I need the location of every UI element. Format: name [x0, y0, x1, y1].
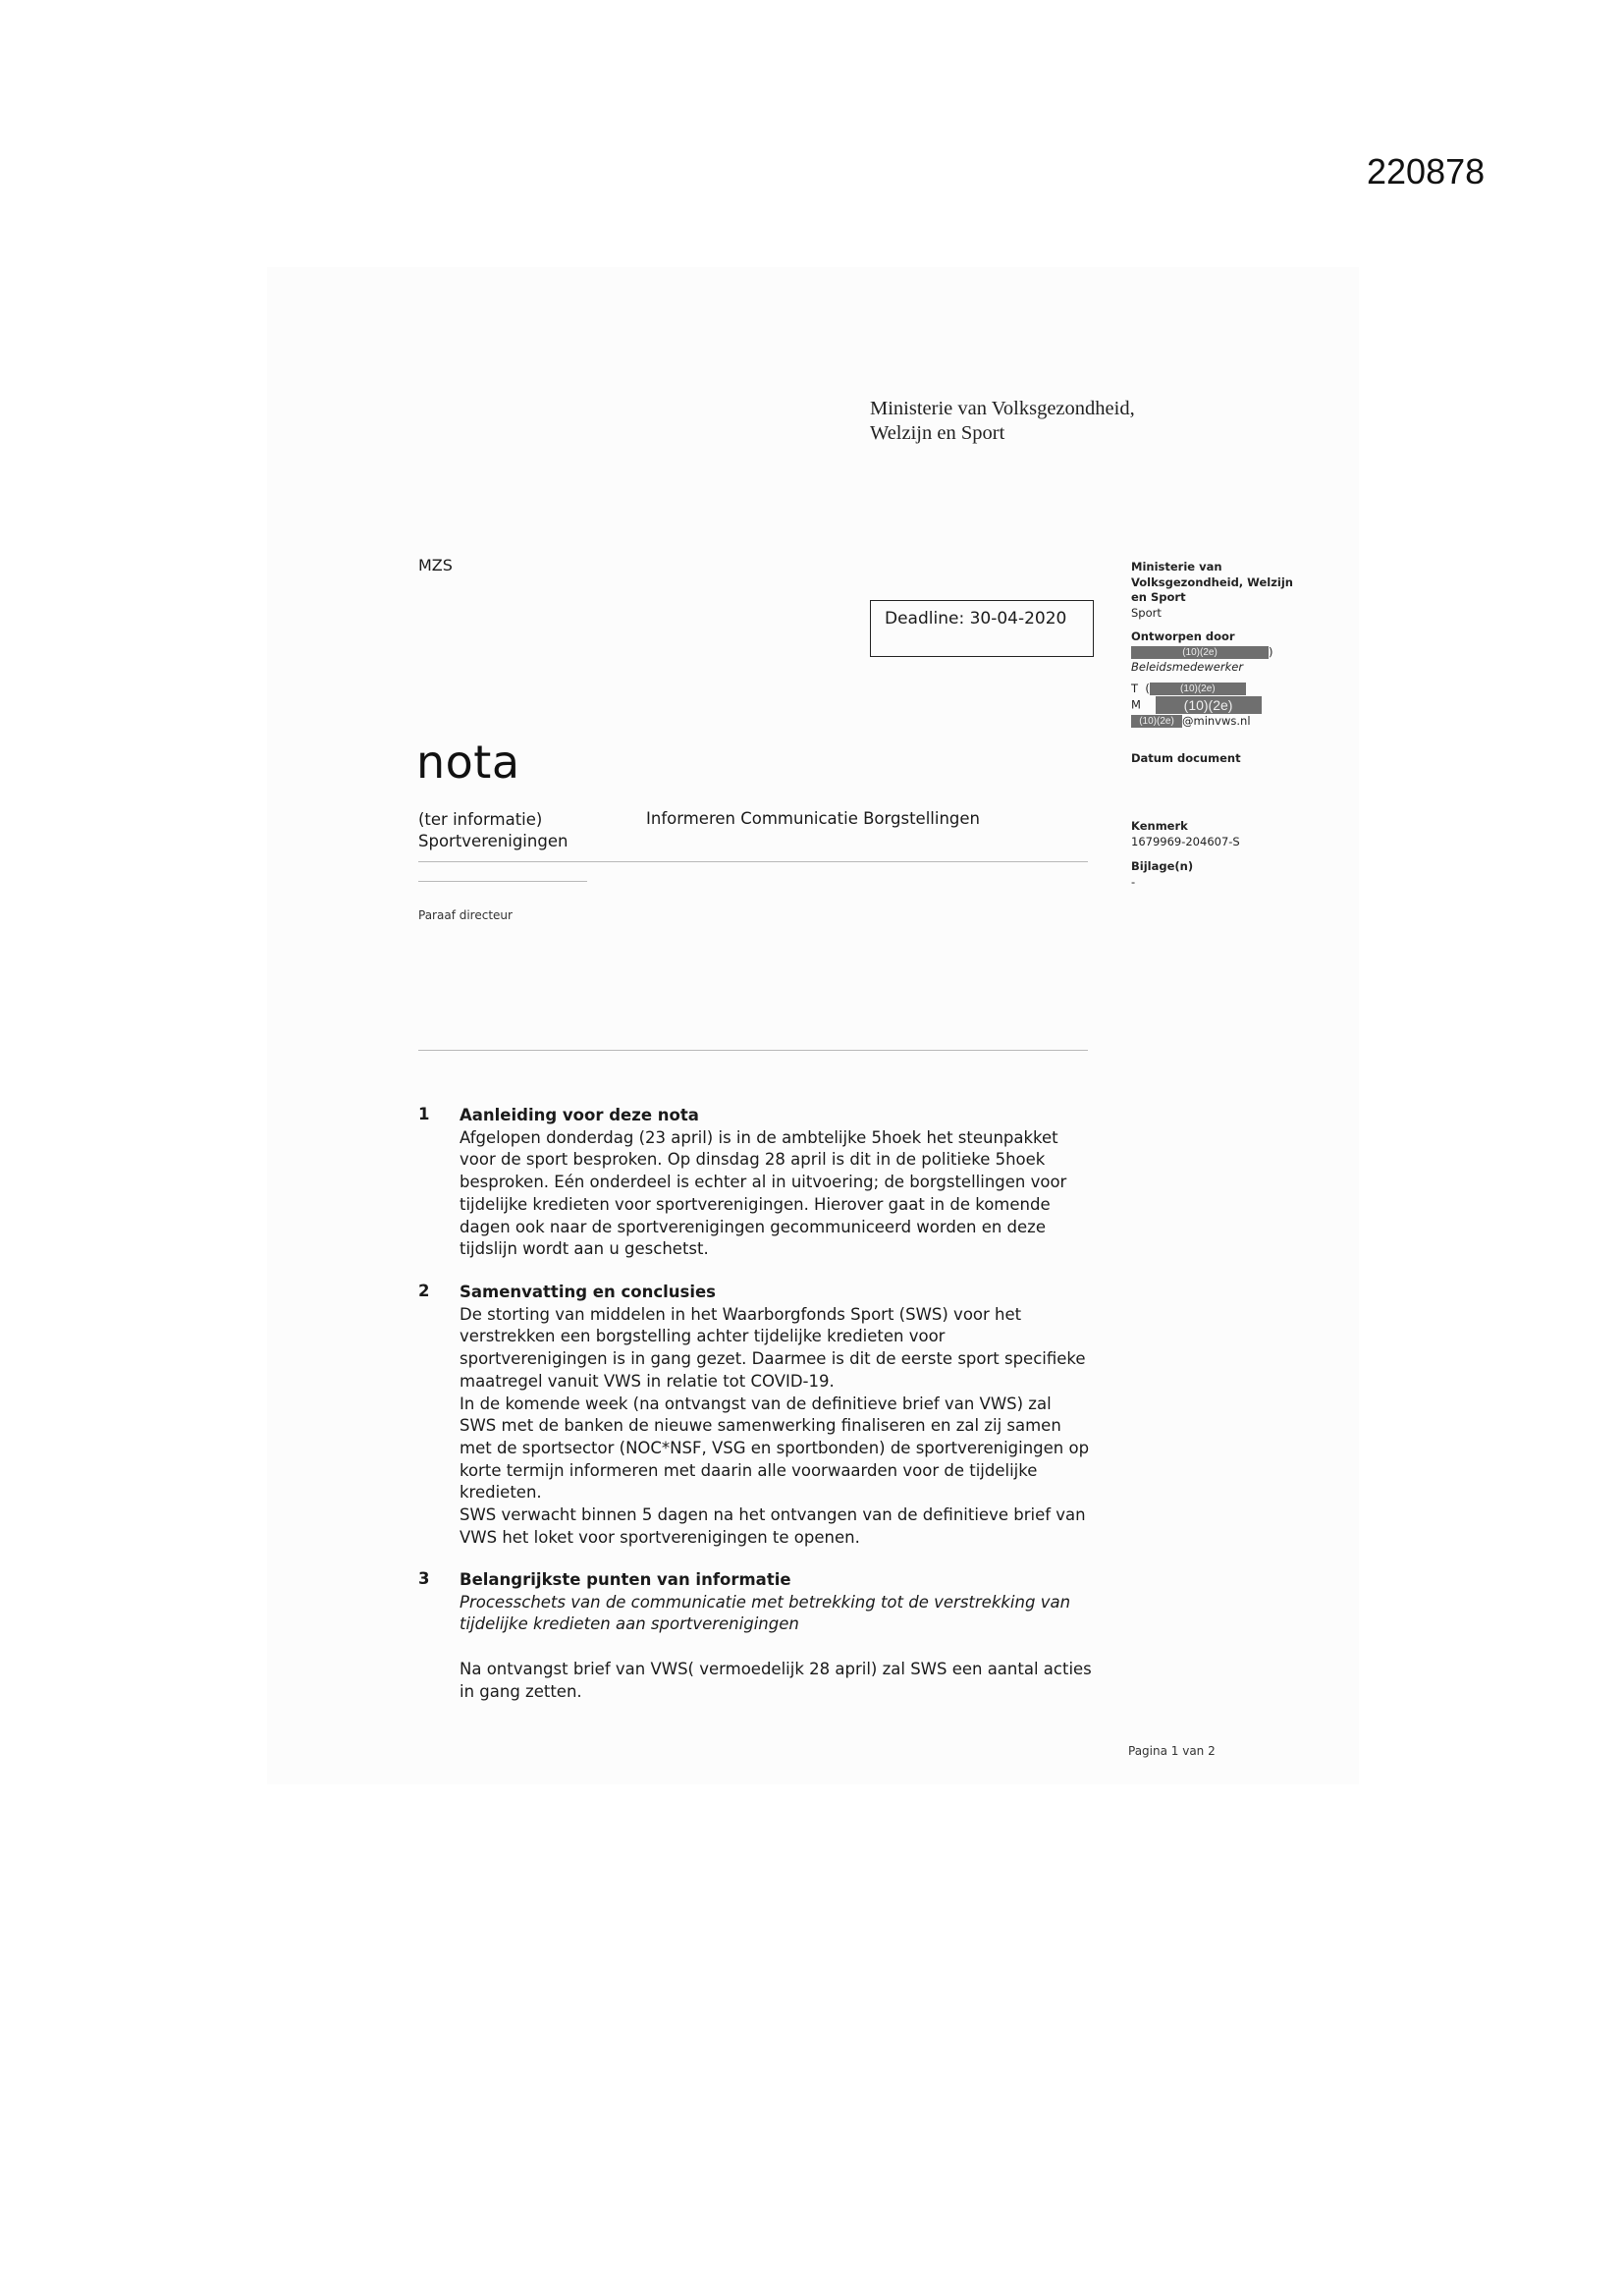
- document-title: nota: [416, 736, 520, 789]
- section-line: Na ontvangst brief van VWS( vermoedelijk 28 april) zal SWS een aantal acties: [460, 1659, 1092, 1678]
- sidebar-org-line: Ministerie van: [1131, 560, 1222, 574]
- section-line: SWS verwacht binnen 5 dagen na het ontvangen van de definitieve brief van: [460, 1505, 1086, 1525]
- divider: [418, 861, 1088, 862]
- email-suffix: @minvws.nl: [1182, 714, 1251, 728]
- designed-by-label: Ontworpen door: [1131, 629, 1235, 643]
- section-line: besproken. Eén onderdeel is echter al in uitvoering; de borgstellingen voor: [460, 1173, 1067, 1192]
- section-line: tijdelijke kredieten voor sportverenigingen. Hierover gaat in de komende: [460, 1194, 1051, 1214]
- document-page: [267, 267, 1359, 1784]
- phone-t-row: T ( (10)(2e): [1131, 682, 1327, 697]
- ministry-logo: [870, 397, 1135, 446]
- section-line: SWS met de banken de nieuwe samenwerking finaliseren en zal zij samen: [460, 1416, 1061, 1436]
- page-number: Pagina 1 van 2: [1128, 1744, 1216, 1758]
- sidebar-org-line: Volksgezondheid, Welzijn: [1131, 574, 1293, 589]
- section-subheading-line: tijdelijke kredieten aan sportverenigingen: [460, 1614, 799, 1634]
- department-label: MZS: [418, 556, 453, 574]
- section-samenvatting: [460, 1282, 1127, 1549]
- divider: [418, 1050, 1088, 1051]
- phone-m-label: M: [1131, 697, 1141, 712]
- deadline-box: Deadline: 30-04-2020: [870, 600, 1094, 657]
- phone-t-label: T: [1131, 681, 1139, 695]
- section-line: In de komende week (na ontvangst van de definitieve brief van VWS) zal: [460, 1394, 1052, 1413]
- section-heading: Samenvatting en conclusies: [460, 1283, 716, 1301]
- designed-by-role: Beleidsmedewerker: [1131, 660, 1244, 674]
- designed-by-name: (10)(2e) ): [1131, 645, 1327, 661]
- document-number: 220878: [1367, 151, 1486, 191]
- paraaf-line: [418, 881, 587, 882]
- section-number: 1: [418, 1105, 430, 1123]
- sidebar-org-dept: Sport: [1131, 605, 1162, 620]
- redaction-block: (10)(2e): [1131, 715, 1182, 728]
- redaction-block: (10)(2e): [1150, 683, 1246, 695]
- section-aanleiding: [460, 1105, 1127, 1261]
- section-line: Afgelopen donderdag (23 april) is in de ambtelijke 5hoek het steunpakket: [460, 1127, 1058, 1147]
- section-line: korte termijn informeren met daarin alle voorwaarden voor de tijdelijke: [460, 1460, 1038, 1480]
- section-line: in gang zetten.: [460, 1681, 582, 1701]
- phone-m-row: [1131, 696, 1327, 714]
- section-subheading-line: Processchets van de communicatie met betrekking tot de verstrekking van: [460, 1592, 1071, 1612]
- ministry-logo-line-2: Welzijn en Sport: [870, 422, 1005, 444]
- section-line: De storting van middelen in het Waarborgfonds Sport (SWS) voor het: [460, 1304, 1022, 1324]
- section-line: verstrekken een borgstelling achter tijdelijke kredieten voor: [460, 1327, 946, 1346]
- email-row: [1131, 714, 1327, 730]
- subtitle-purpose: (ter informatie): [418, 810, 543, 829]
- kenmerk-label: Kenmerk: [1131, 819, 1188, 833]
- section-heading: Belangrijkste punten van informatie: [460, 1570, 791, 1589]
- section-line: tijdslijn wordt aan u geschetst.: [460, 1239, 709, 1259]
- subtitle-topic: Sportverenigingen: [418, 832, 568, 850]
- bijlage-label: Bijlage(n): [1131, 859, 1194, 873]
- sidebar-colofon: [1131, 560, 1327, 890]
- section-line: maatregel vanuit VWS in relatie tot COVID-19.: [460, 1371, 835, 1391]
- section-line: met de sportsector (NOC*NSF, VSG en sportbonden) de sportverenigingen op: [460, 1438, 1090, 1457]
- paraaf-label: Paraaf directeur: [418, 908, 513, 922]
- section-line: voor de sport besproken. Op dinsdag 28 april is dit in de politieke 5hoek: [460, 1150, 1046, 1170]
- section-line: sportverenigingen is in gang gezet. Daarmee is dit de eerste sport specifieke: [460, 1349, 1086, 1369]
- date-label: Datum document: [1131, 750, 1241, 765]
- section-line: kredieten.: [460, 1483, 542, 1503]
- subtitle-right: Informeren Communicatie Borgstellingen: [646, 809, 981, 828]
- subtitle-left: [418, 809, 568, 852]
- section-line: VWS het loket voor sportverenigingen te openen.: [460, 1527, 860, 1547]
- kenmerk-value: 1679969-204607-S: [1131, 834, 1240, 848]
- section-number: 2: [418, 1282, 430, 1300]
- sidebar-org-line: en Sport: [1131, 590, 1186, 604]
- redaction-block: (10)(2e): [1131, 646, 1269, 659]
- section-punten-informatie: [460, 1569, 1127, 1703]
- section-line: dagen ook naar de sportverenigingen gecommuniceerd worden en deze: [460, 1217, 1046, 1236]
- bijlage-value: -: [1131, 874, 1136, 889]
- section-number: 3: [418, 1569, 430, 1588]
- section-heading: Aanleiding voor deze nota: [460, 1106, 699, 1124]
- redaction-block: (10)(2e): [1156, 696, 1262, 714]
- ministry-logo-line-1: Ministerie van Volksgezondheid,: [870, 398, 1135, 419]
